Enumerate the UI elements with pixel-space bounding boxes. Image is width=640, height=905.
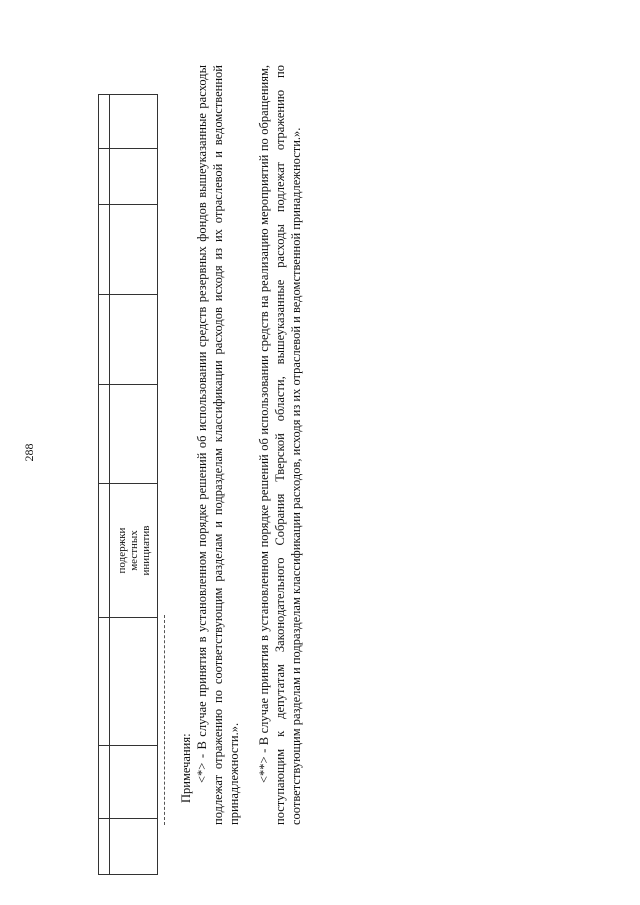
table-cell xyxy=(110,819,158,875)
note-spacer xyxy=(242,65,256,825)
table-row xyxy=(110,95,158,875)
table-cell xyxy=(99,385,110,484)
table-cell xyxy=(110,618,158,746)
table-cell xyxy=(99,746,110,819)
table-cell xyxy=(110,295,158,385)
table-cell xyxy=(110,205,158,295)
table-cell xyxy=(110,385,158,484)
table-cell xyxy=(110,149,158,205)
table-cell xyxy=(99,618,110,746)
table-cell xyxy=(99,149,110,205)
table-cell xyxy=(110,95,158,149)
table-cell xyxy=(110,746,158,819)
footnote-separator xyxy=(164,615,165,825)
notes-heading: Примечания: xyxy=(179,733,193,803)
table-cell xyxy=(99,95,110,149)
table-cell-program-name: подержки местных инициатив xyxy=(110,484,158,618)
note-deputy-appeals: <**> - В случае принятия в установленном порядке решений об использовании средств на реализацию мероприятий по обращениям, поступающим к депутатам Законодательного Собрания Тверской области, вышеуказанные расходы подлежат отражению по соответствующим разделам и подразделам классификации расходов, исходя из их отраслевой и ведомственной принадлежности.». xyxy=(257,65,303,825)
table-cell xyxy=(99,295,110,385)
table-row xyxy=(99,95,110,875)
table-cell xyxy=(99,819,110,875)
page-number: 288 xyxy=(22,443,36,462)
table-cell xyxy=(99,205,110,295)
table-cell xyxy=(99,484,110,618)
budget-table-fragment xyxy=(98,94,158,875)
notes-section xyxy=(178,65,304,825)
note-reserve-funds: <*> - В случае принятия в установленном порядке решений об использовании средств резервных фондов вышеуказанные расходы подлежат отражению по соответствующим разделам и подразделам классификации расходов исходя из их отраслевой и ведомственной принадлежности.». xyxy=(195,65,241,825)
